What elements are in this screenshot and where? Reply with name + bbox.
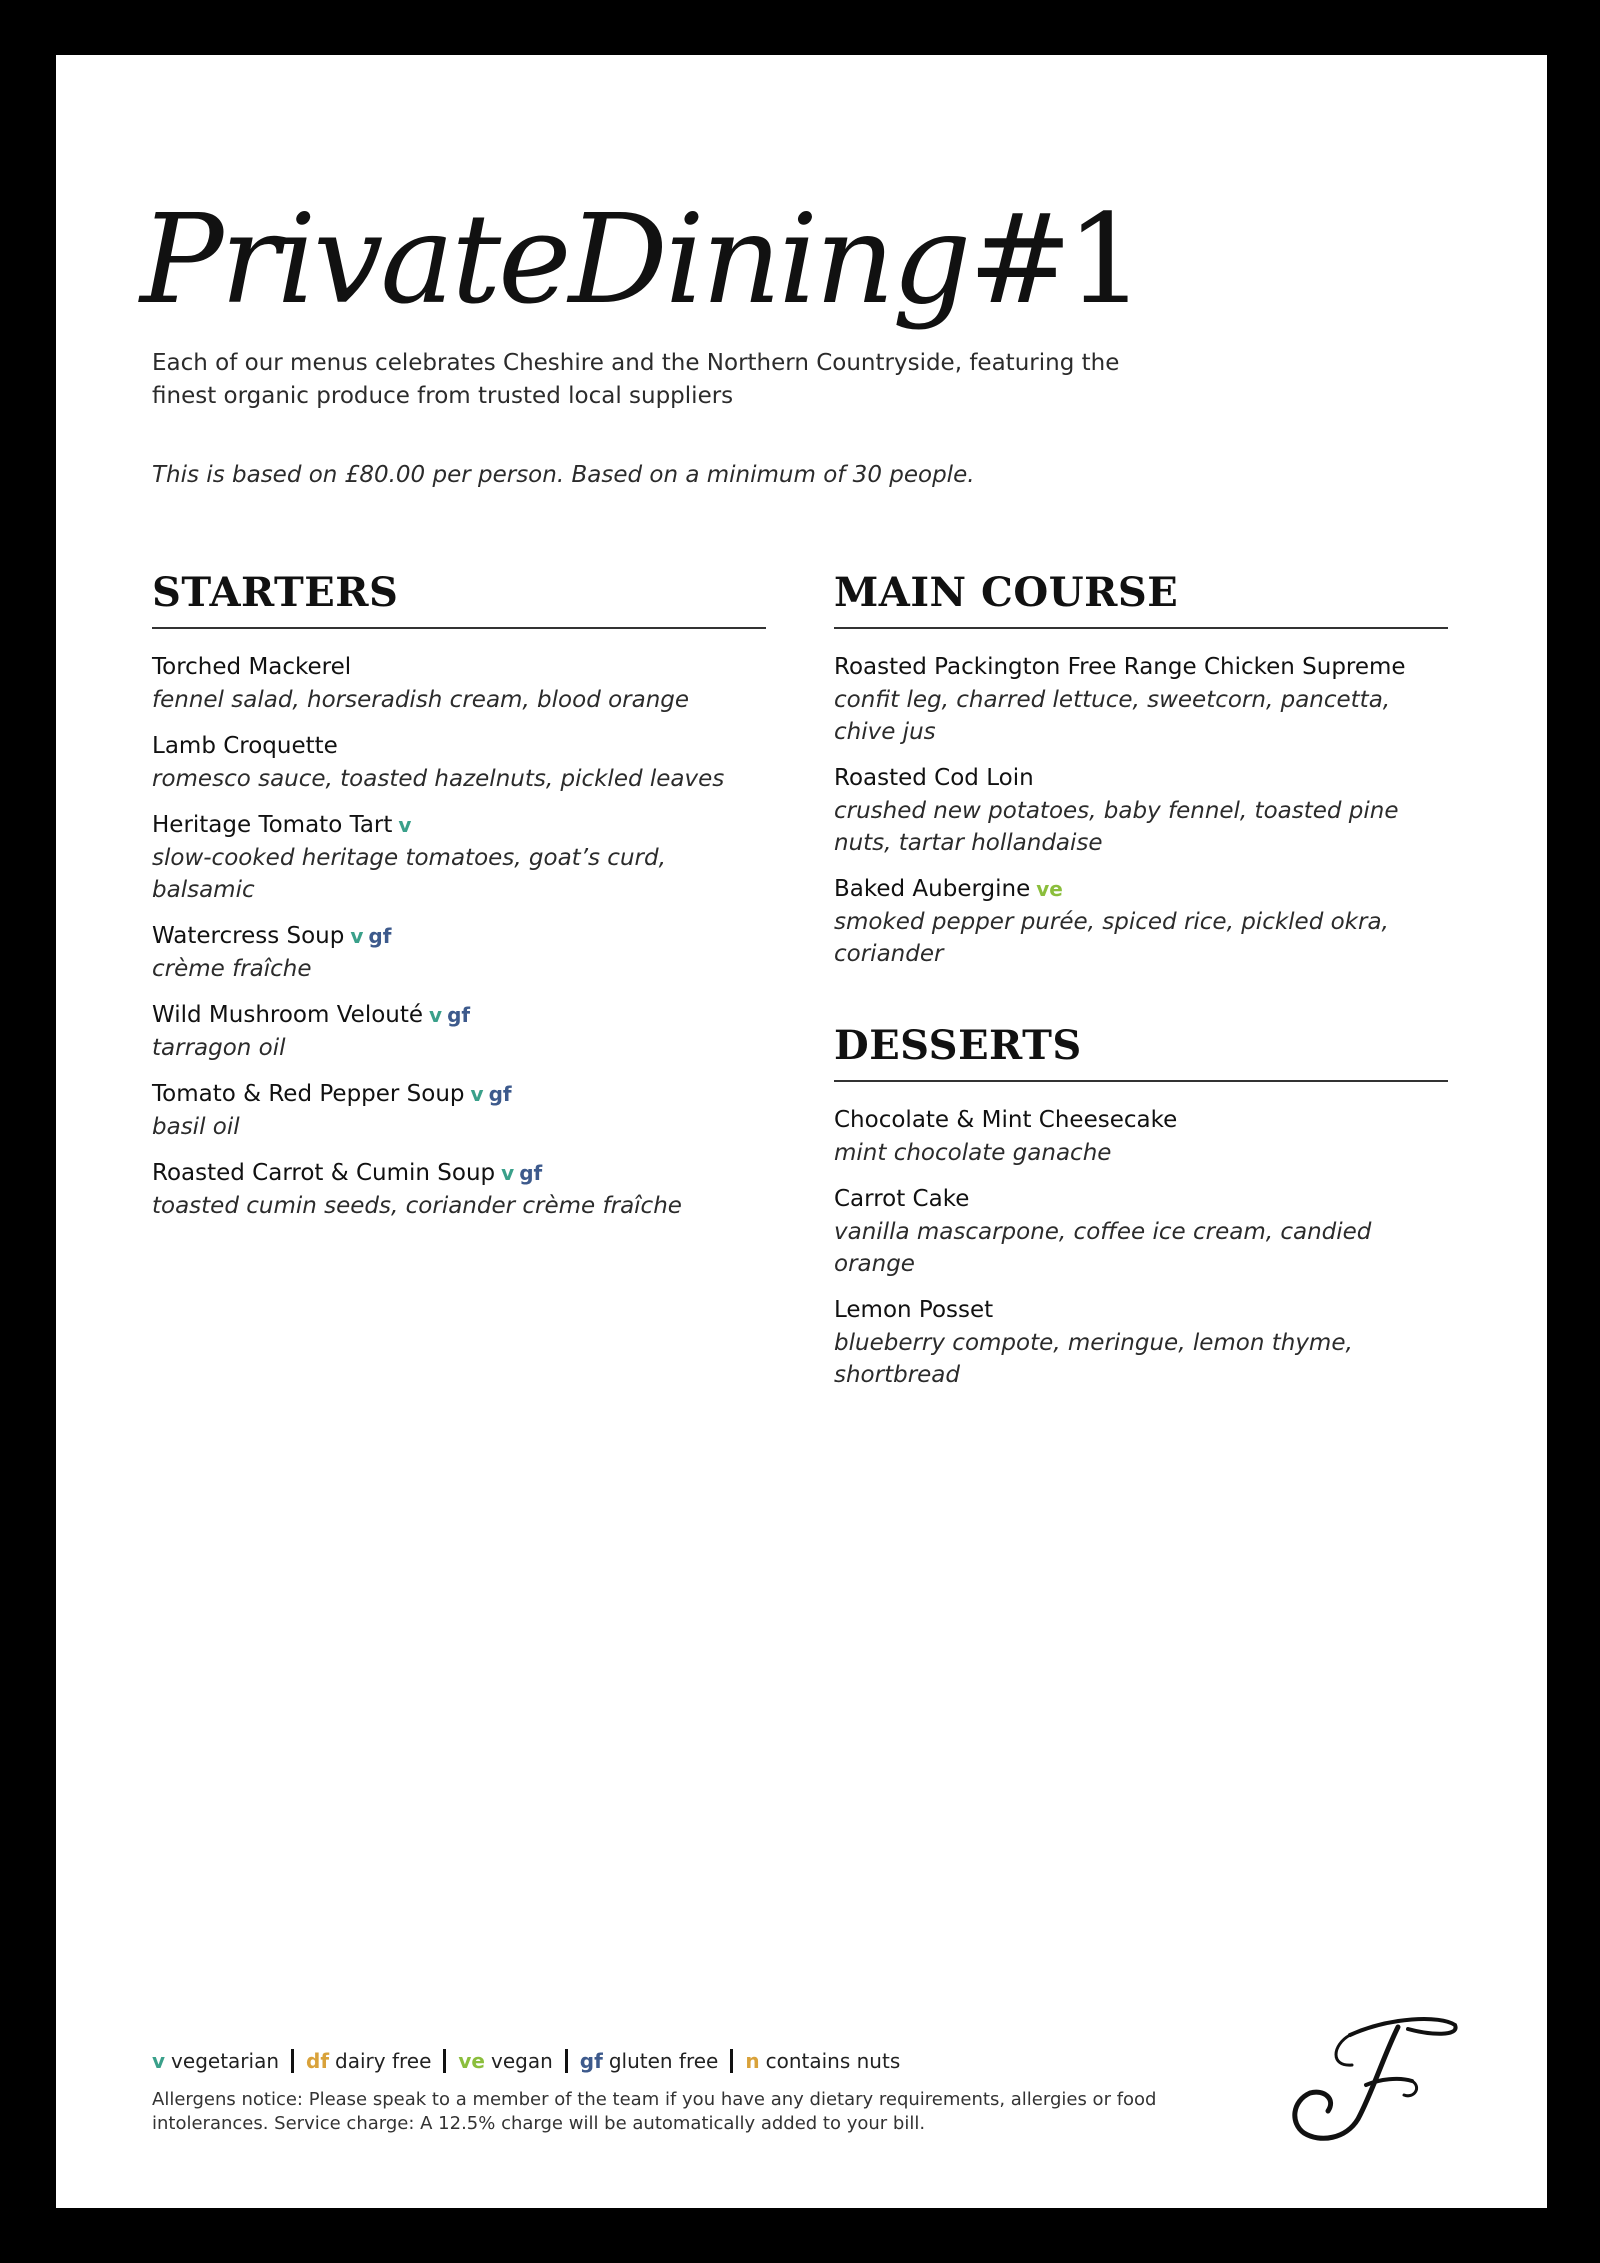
- menu-item: [834, 873, 1448, 970]
- starters-column: [152, 565, 766, 1236]
- menu-item: [834, 762, 1448, 859]
- menu-item: [152, 1078, 766, 1143]
- menu-title: [140, 185, 1140, 335]
- menu-item-title: Heritage Tomato Tart: [152, 812, 393, 838]
- menu-item: [834, 651, 1448, 748]
- menu-item-description: smoked pepper purée, spiced rice, pickled okra, coriander: [834, 909, 1389, 967]
- menu-item-name: [834, 762, 1448, 795]
- menu-item-name: [152, 730, 766, 763]
- legend-abbr-gf: gf: [579, 2049, 603, 2073]
- main-course-list: [834, 651, 1448, 970]
- legend-abbr-n: n: [745, 2049, 760, 2073]
- desserts-section: [834, 1018, 1448, 1391]
- menu-item-title: Roasted Packington Free Range Chicken Supreme: [834, 654, 1406, 680]
- dietary-tag-v: v: [470, 1082, 484, 1106]
- menu-item-name: [152, 1157, 766, 1190]
- menu-item-name: [834, 1294, 1448, 1327]
- main-course-heading: MAIN COURSE: [834, 569, 1179, 616]
- menu-item-name: [834, 1104, 1448, 1137]
- menu-item-description: crushed new potatoes, baby fennel, toasted pine nuts, tartar hollandaise: [834, 798, 1399, 856]
- dietary-tag-v: v: [350, 924, 364, 948]
- menu-item-description: romesco sauce, toasted hazelnuts, pickled leaves: [152, 766, 725, 792]
- legend-separator: [443, 2049, 446, 2073]
- menu-item: [152, 651, 766, 716]
- menu-item: [152, 920, 766, 985]
- menu-item-description: tarragon oil: [152, 1035, 286, 1061]
- legend-label: vegan: [491, 2049, 553, 2073]
- menu-item-title: Lamb Croquette: [152, 733, 338, 759]
- menu-item-title: Wild Mushroom Velouté: [152, 1002, 424, 1028]
- main-course-divider: [834, 627, 1448, 629]
- menu-item-description: basil oil: [152, 1114, 240, 1140]
- menu-item-title: Watercress Soup: [152, 923, 345, 949]
- pricing-note: This is based on £80.00 per person. Based on a minimum of 30 people.: [152, 462, 975, 488]
- menu-title-main: PrivateDining: [140, 188, 969, 332]
- starters-list: [152, 651, 766, 1222]
- legend-label: contains nuts: [765, 2049, 901, 2073]
- menu-item-title: Roasted Carrot & Cumin Soup: [152, 1160, 496, 1186]
- allergens-notice: Allergens notice: Please speak to a member of the team if you have any dietary requirements, allergies or food intolerances. Service charge: A 12.5% charge will be automatically added to your bill.: [152, 2089, 1157, 2134]
- menu-item: [834, 1104, 1448, 1169]
- dietary-tag-gf: gf: [519, 1161, 543, 1185]
- menu-item: [152, 999, 766, 1064]
- menu-item-name: [152, 1078, 766, 1111]
- menu-item: [152, 730, 766, 795]
- menu-item-title: Chocolate & Mint Cheesecake: [834, 1107, 1178, 1133]
- legend-label: dairy free: [335, 2049, 432, 2073]
- menu-item-title: Carrot Cake: [834, 1186, 970, 1212]
- intro-text: Each of our menus celebrates Cheshire and the Northern Countryside, featuring the finest organic produce from trusted local suppliers: [152, 350, 1120, 409]
- dietary-tag-v: v: [429, 1003, 443, 1027]
- desserts-heading: DESSERTS: [834, 1022, 1082, 1069]
- menu-item-description: fennel salad, horseradish cream, blood orange: [152, 687, 690, 713]
- desserts-divider: [834, 1080, 1448, 1082]
- dietary-tag-gf: gf: [488, 1082, 512, 1106]
- menu-item-name: [152, 809, 766, 842]
- menu-item-title: Tomato & Red Pepper Soup: [152, 1081, 465, 1107]
- legend-separator: [291, 2049, 294, 2073]
- menu-item-name: [152, 920, 766, 953]
- menu-item-description: vanilla mascarpone, coffee ice cream, candied orange: [834, 1219, 1372, 1277]
- menu-item-name: [834, 873, 1448, 906]
- legend-abbr-df: df: [306, 2049, 330, 2073]
- menu-item-title: Lemon Posset: [834, 1297, 994, 1323]
- menu-item-name: [834, 1183, 1448, 1216]
- menu-item-name: [152, 999, 766, 1032]
- right-column: [834, 565, 1448, 1405]
- menu-item-title: Baked Aubergine: [834, 876, 1031, 902]
- menu-item-description: confit leg, charred lettuce, sweetcorn, pancetta, chive jus: [834, 687, 1391, 745]
- menu-item: [152, 1157, 766, 1222]
- legend-abbr-ve: ve: [458, 2049, 485, 2073]
- dietary-tag-v: v: [398, 813, 412, 837]
- menu-item: [834, 1183, 1448, 1280]
- starters-heading: STARTERS: [152, 569, 399, 616]
- script-f-monogram-icon: [1280, 2015, 1460, 2145]
- dietary-tag-gf: gf: [447, 1003, 471, 1027]
- legend-separator: [565, 2049, 568, 2073]
- menu-item: [152, 809, 766, 906]
- menu-title-number: #1: [968, 188, 1140, 332]
- menu-item-title: Torched Mackerel: [152, 654, 352, 680]
- menu-item-name: [834, 651, 1448, 684]
- menu-item: [834, 1294, 1448, 1391]
- dietary-legend: [152, 2046, 1152, 2076]
- dietary-tag-gf: gf: [368, 924, 392, 948]
- desserts-list: [834, 1104, 1448, 1391]
- legend-label: vegetarian: [171, 2049, 279, 2073]
- menu-item-description: blueberry compote, meringue, lemon thyme, shortbread: [834, 1330, 1353, 1388]
- legend-separator: [730, 2049, 733, 2073]
- menu-item-description: toasted cumin seeds, coriander crème fraîche: [152, 1193, 682, 1219]
- dietary-tag-v: v: [501, 1161, 515, 1185]
- menu-item-description: mint chocolate ganache: [834, 1140, 1112, 1166]
- menu-item-title: Roasted Cod Loin: [834, 765, 1034, 791]
- dietary-tag-ve: ve: [1036, 877, 1063, 901]
- menu-item-description: crème fraîche: [152, 956, 312, 982]
- legend-abbr-v: v: [152, 2049, 166, 2073]
- menu-item-name: [152, 651, 766, 684]
- menu-item-description: slow-cooked heritage tomatoes, goat’s curd, balsamic: [152, 845, 666, 903]
- legend-label: gluten free: [608, 2049, 719, 2073]
- starters-divider: [152, 627, 766, 629]
